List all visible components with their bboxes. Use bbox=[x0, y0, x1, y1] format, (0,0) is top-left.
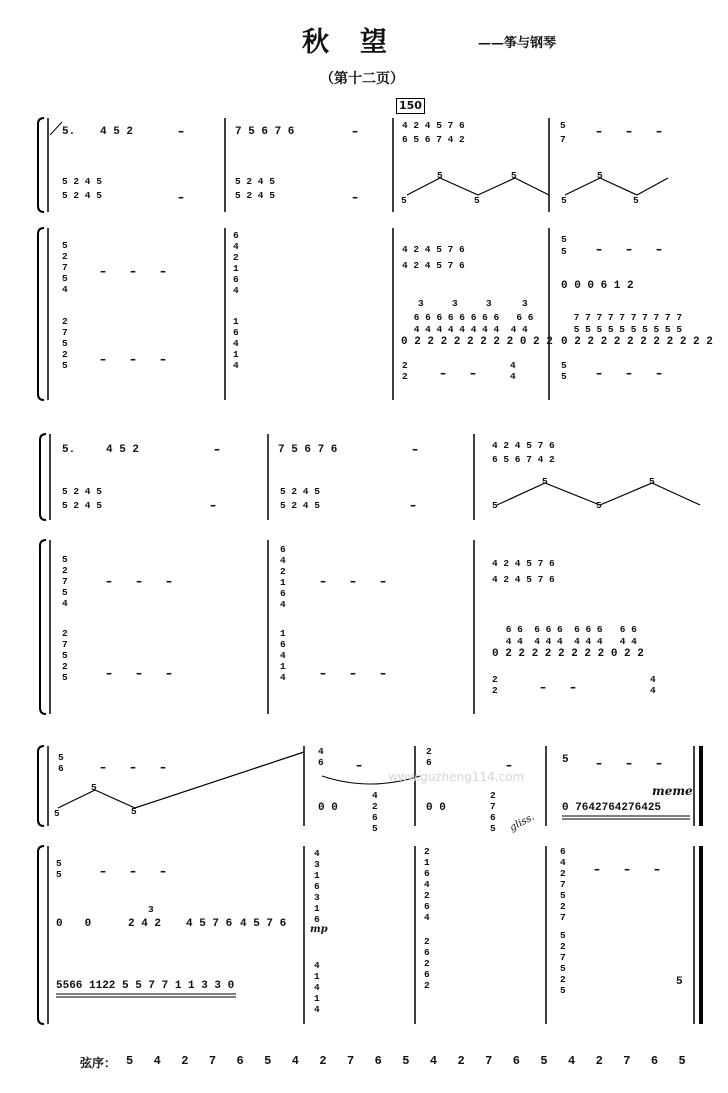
piano-rh-vertical: 5 2 7 5 4 bbox=[62, 554, 68, 609]
piano-lh-vertical: 2 7 5 2 5 bbox=[62, 316, 68, 371]
string-note: 4 bbox=[568, 1054, 576, 1068]
contour-note: 5 bbox=[511, 170, 517, 181]
zheng-chord: 5 2 4 5 bbox=[62, 486, 102, 497]
rest-dash: – – – bbox=[320, 574, 387, 588]
piano-lh-arp-m11: 2 6 2 6 2 bbox=[424, 936, 430, 991]
rest-dash: – bbox=[412, 442, 418, 456]
piano-rh-run2: 4 5 7 6 bbox=[240, 918, 287, 930]
gliss-marking: gliss. bbox=[508, 811, 537, 834]
piece-title: 秋 望 bbox=[302, 27, 389, 58]
rest-dash: – bbox=[210, 498, 216, 512]
string-note: 5 bbox=[540, 1054, 548, 1068]
rest-dash: – – bbox=[440, 366, 477, 380]
rest-dash: – – – bbox=[106, 666, 173, 680]
piano-lh-m4-bottom: 0 2 2 2 2 2 2 2 2 2 2 2 bbox=[561, 336, 713, 348]
piano-rh-arp-m11: 2 1 6 4 2 6 4 bbox=[424, 846, 430, 923]
rest-dash: – – – bbox=[100, 864, 167, 878]
contour-note: 5 bbox=[596, 500, 602, 511]
string-note: 7 bbox=[485, 1054, 493, 1068]
string-note: 4 bbox=[429, 1054, 438, 1068]
zheng-zeros-m11: 0 0 bbox=[426, 802, 446, 814]
piano-lh-bass: 2 2 bbox=[402, 360, 408, 382]
contour-note: 5 bbox=[54, 808, 60, 819]
contour-note: 5 bbox=[649, 476, 655, 487]
zheng-melody-m1b: 4 5 2 bbox=[100, 126, 134, 138]
triplet-mark: 3 bbox=[418, 298, 424, 309]
zheng-melody-m4-top: 5 bbox=[560, 120, 566, 131]
zheng-melody-m5: 5. bbox=[62, 444, 76, 456]
string-note: 5 bbox=[402, 1054, 410, 1068]
zheng-top-m10: 4 6 bbox=[318, 746, 324, 768]
piano-lh-vertical: 2 7 5 2 5 bbox=[62, 628, 68, 683]
piano-lh-bass: 2 2 bbox=[492, 674, 498, 696]
piano-rh-line2: 4 2 4 5 7 6 bbox=[492, 574, 555, 585]
zheng-chord: 5 2 4 5 bbox=[280, 500, 320, 511]
rest-dash: – – – bbox=[594, 862, 661, 876]
string-note: 7 bbox=[347, 1054, 355, 1068]
zheng-melody-m4-bottom: 7 bbox=[560, 134, 566, 145]
contour-note: 5 bbox=[597, 170, 603, 181]
string-note: 4 bbox=[291, 1054, 299, 1068]
string-order-row bbox=[126, 1054, 686, 1068]
rest-dash: – bbox=[356, 758, 362, 772]
zheng-chord: 5 2 4 5 bbox=[280, 486, 320, 497]
zheng-chord: 5 2 4 5 bbox=[235, 190, 275, 201]
page-number: （第十二页） bbox=[320, 71, 404, 87]
piano-rh-arp-m10: 4 3 1 6 3 1 6 bbox=[314, 848, 320, 925]
string-note: 6 bbox=[512, 1054, 520, 1068]
contour-note: 5 bbox=[401, 195, 407, 206]
contour-note: 5 bbox=[437, 170, 443, 181]
piano-lh-arp-m12: 5 2 7 5 2 5 bbox=[560, 930, 566, 996]
rest-dash: – – – bbox=[596, 756, 663, 770]
string-note: 6 bbox=[236, 1054, 244, 1068]
watermark: www.guzheng114.com bbox=[388, 770, 525, 784]
piano-lh-m4-mid: 5 5 5 5 5 5 5 5 5 5 bbox=[568, 324, 683, 335]
rest-dash: – – – bbox=[100, 352, 167, 366]
zheng-zeros-m10: 0 0 bbox=[318, 802, 338, 814]
rest-dash: – – – bbox=[106, 574, 173, 588]
piano-rh-vertical: 6 4 2 1 6 4 bbox=[280, 544, 286, 610]
piano-rh-arp-m12: 6 4 2 7 5 2 7 bbox=[560, 846, 566, 923]
string-note: 4 bbox=[153, 1054, 161, 1068]
triplet-mark: 3 bbox=[486, 298, 492, 309]
string-note: 5 bbox=[678, 1054, 686, 1068]
piano-rh-line1: 4 2 4 5 7 6 bbox=[492, 558, 555, 569]
rest-dash: – – – bbox=[100, 264, 167, 278]
contour-note: 5 bbox=[492, 500, 498, 511]
zheng-arp-m10: 4 2 6 5 bbox=[372, 790, 378, 834]
contour-note: 5 bbox=[131, 806, 137, 817]
piano-lh-triplet-mid: 4 4 4 4 4 4 4 4 4 4 bbox=[500, 636, 637, 647]
zheng-top-m11: 2 6 bbox=[426, 746, 432, 768]
piano-lh-triplet-top: 6 6 6 6 6 6 6 6 6 6 bbox=[500, 624, 637, 635]
zheng-chord: 5 2 4 5 bbox=[62, 500, 102, 511]
string-note: 7 bbox=[208, 1054, 217, 1068]
piano-rh-line1: 4 2 4 5 7 6 bbox=[402, 244, 465, 255]
rest-dash: – bbox=[352, 190, 358, 204]
zheng-melody-m3-top: 4 2 4 5 7 6 bbox=[402, 120, 465, 131]
piano-rh-run1: 4 5 7 6 bbox=[186, 918, 233, 930]
zheng-melody-m5b: 4 5 2 bbox=[106, 444, 140, 456]
rest-dash: – bbox=[410, 498, 416, 512]
zheng-melody-m3-bottom: 6 5 6 7 4 2 bbox=[402, 134, 465, 145]
rest-dash: – bbox=[352, 124, 358, 138]
piano-lh-bass: 5 5 bbox=[561, 360, 567, 382]
zheng-melody-m6: 7 5 6 7 6 bbox=[278, 444, 338, 456]
measure-number: 150 bbox=[396, 98, 425, 114]
string-order-label: 弦序： bbox=[80, 1056, 117, 1070]
piano-lh-bass: 4 4 bbox=[650, 674, 656, 696]
piano-lh-triplet-bottom: 0 2 2 2 2 2 2 2 2 0 2 2 bbox=[492, 648, 644, 660]
triplet-mark: 3 bbox=[148, 904, 154, 915]
piano-lh-triplet-top: 6 6 6 6 6 6 6 6 6 6 bbox=[408, 312, 534, 323]
triplet-mark: 3 bbox=[522, 298, 528, 309]
zheng-top-m12: 5 bbox=[562, 754, 569, 766]
zheng-melody-m2: 7 5 6 7 6 bbox=[235, 126, 295, 138]
contour-note: 5 bbox=[542, 476, 548, 487]
string-note: 2 bbox=[319, 1054, 327, 1068]
contour-note: 5 bbox=[633, 195, 639, 206]
rest-dash: – bbox=[214, 442, 220, 456]
triplet-mark: 3 bbox=[452, 298, 458, 309]
piano-lh-vertical: 1 6 4 1 4 bbox=[280, 628, 286, 683]
contour-note: 5 bbox=[474, 195, 480, 206]
string-note: 2 bbox=[595, 1054, 603, 1068]
string-note: 2 bbox=[457, 1054, 465, 1068]
mp-marking: mp bbox=[310, 924, 328, 935]
string-note: 6 bbox=[650, 1054, 659, 1068]
zheng-melody-m7-bottom: 6 5 6 7 4 2 bbox=[492, 454, 555, 465]
piano-lh-bass: 4 4 bbox=[510, 360, 516, 382]
rest-dash: – – – bbox=[320, 666, 387, 680]
string-note: 7 bbox=[623, 1054, 631, 1068]
rest-dash: – – bbox=[540, 680, 577, 694]
piano-rh-m9-zeros: 0 0 bbox=[56, 918, 92, 930]
zheng-top-m9: 5 6 bbox=[58, 752, 64, 774]
rest-dash: – – – bbox=[100, 760, 167, 774]
meme-marking: meme bbox=[652, 784, 693, 798]
final-note: 5 bbox=[676, 976, 683, 988]
rest-dash: – bbox=[178, 190, 184, 204]
zheng-chord: 5 2 4 5 bbox=[62, 190, 102, 201]
piano-rh-m4b: 5 bbox=[561, 246, 567, 257]
zheng-melody-m7-top: 4 2 4 5 7 6 bbox=[492, 440, 555, 451]
piano-rh-vertical: 5 2 7 5 4 bbox=[62, 240, 68, 295]
piano-rh-line2: 4 2 4 5 7 6 bbox=[402, 260, 465, 271]
zheng-arp-m11: 2 7 6 5 bbox=[490, 790, 496, 834]
string-note: 5 bbox=[264, 1054, 272, 1068]
zheng-melody-m1: 5. bbox=[62, 126, 76, 138]
rest-dash: – – – bbox=[596, 366, 663, 380]
piano-rh-m4a: 5 bbox=[561, 234, 567, 245]
piano-lh-triplet-mid: 4 4 4 4 4 4 4 4 4 4 bbox=[408, 324, 528, 335]
zheng-chord: 5 2 4 5 bbox=[62, 176, 102, 187]
rest-dash: – bbox=[178, 124, 184, 138]
contour-note: 5 bbox=[561, 195, 567, 206]
piano-rh-vertical: 6 4 2 1 6 4 bbox=[233, 230, 239, 296]
piece-subtitle: ——筝与钢琴 bbox=[478, 36, 557, 51]
contour-note: 5 bbox=[91, 782, 97, 793]
rest-dash: – – – bbox=[596, 242, 663, 256]
piano-lh-triplet-bottom: 0 2 2 2 2 2 2 2 2 0 2 2 bbox=[401, 336, 553, 348]
zheng-run: 0 7642764276425 bbox=[562, 802, 662, 814]
piano-lh-vertical: 1 6 4 1 4 bbox=[233, 316, 239, 371]
piano-lh-arp-m10: 4 1 4 1 4 bbox=[314, 960, 320, 1015]
piano-rh-m4c: 0 0 0 6 1 2 bbox=[561, 280, 634, 292]
piano-lh-run: 5566 1122 5 5 7 7 1 1 3 3 0 bbox=[56, 980, 235, 992]
piano-lh-m4-top: 7 7 7 7 7 7 7 7 7 7 bbox=[568, 312, 683, 323]
string-note: 6 bbox=[374, 1054, 382, 1068]
string-note: 2 bbox=[181, 1054, 189, 1068]
string-note: 5 bbox=[126, 1054, 134, 1068]
piano-rh-triplet: 2 4 2 bbox=[128, 918, 162, 930]
piano-rh-m9: 5 5 bbox=[56, 858, 62, 880]
rest-dash: – – – bbox=[596, 124, 663, 138]
rest-dash: – bbox=[506, 758, 512, 772]
zheng-chord: 5 2 4 5 bbox=[235, 176, 275, 187]
